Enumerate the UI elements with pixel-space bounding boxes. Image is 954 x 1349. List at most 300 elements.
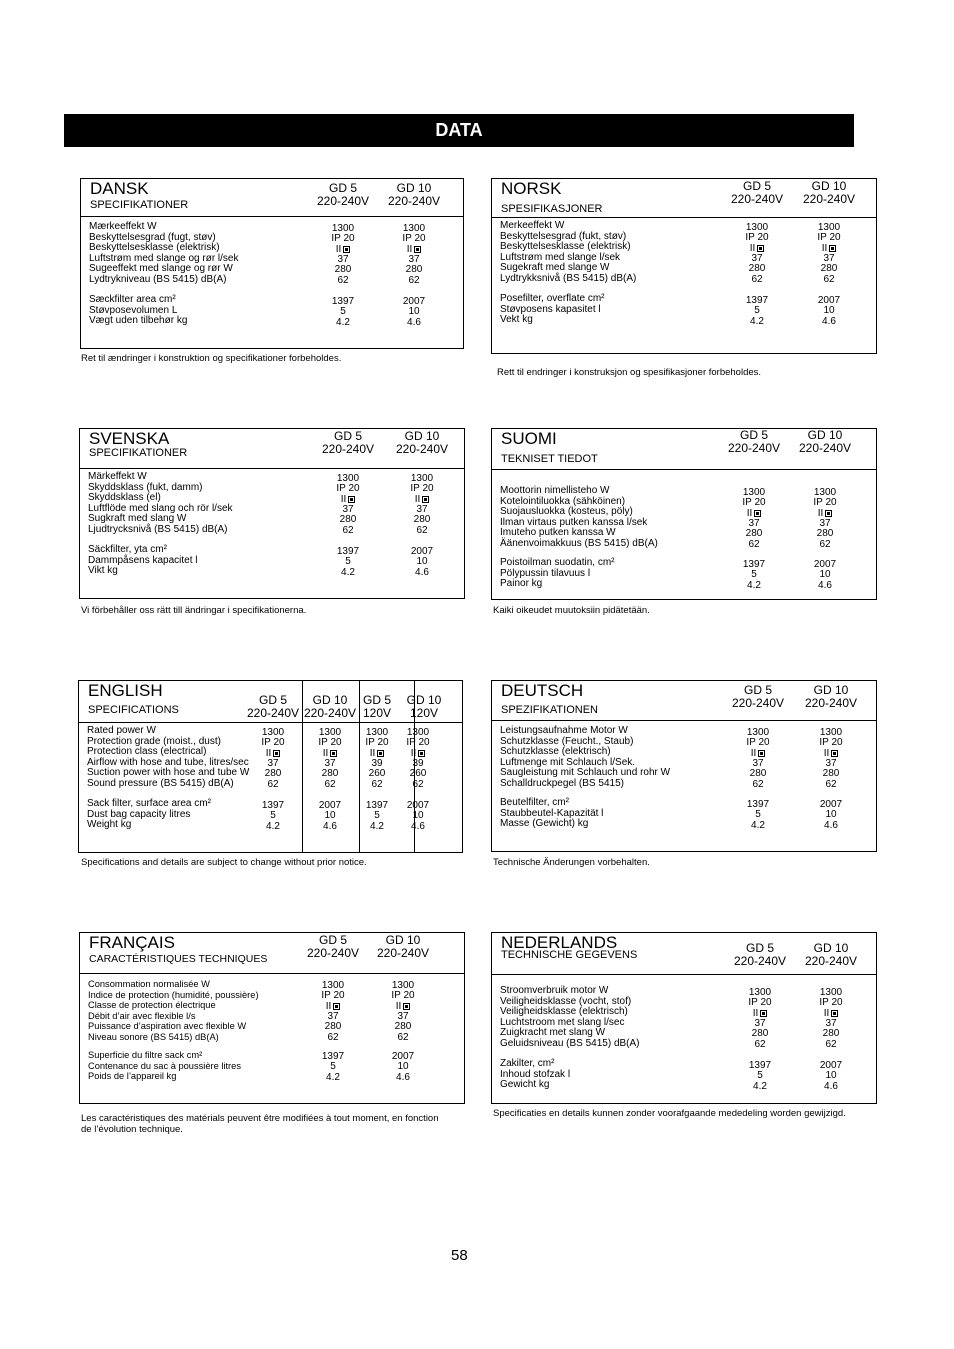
deutsch-subtitle: SPEZIFIKATIONEN [501, 704, 598, 716]
nederlands-value: IP 20 [748, 997, 772, 1009]
nederlands-value: IP 20 [819, 997, 843, 1009]
dansk-label: Sugeeffekt med slange og rør W [89, 263, 233, 274]
english-col-header-line: GD 5 [362, 693, 391, 707]
english-column-divider [414, 681, 415, 853]
svenska-label: Vikt kg [88, 565, 118, 576]
francais-label: Puissance d’aspiration avec flexible W [88, 1021, 247, 1031]
page-number: 58 [451, 1247, 468, 1264]
deutsch-value: IP 20 [819, 737, 843, 749]
english-label: Sound pressure (BS 5415) dB(A) [87, 777, 234, 789]
class-ii-icon [414, 246, 421, 253]
francais-value: 62 [327, 1031, 339, 1043]
norsk-label: Beskyttelsesgrad (fukt, støv) [500, 230, 627, 242]
nederlands-value: 10 [825, 1070, 837, 1082]
english-col-header-line: 220-240V [303, 706, 357, 720]
dansk-value: IP 20 [331, 233, 355, 245]
francais-language-title: FRANÇAIS [89, 933, 175, 952]
francais-col-header [371, 934, 435, 960]
francais-label: Niveau sonore (BS 5415) dB(A) [88, 1031, 219, 1042]
deutsch-label: Beutelfilter, cm² [500, 797, 569, 808]
class-ii-icon [348, 496, 355, 503]
norsk-col-header [725, 180, 789, 206]
francais-value: 1397 [321, 1051, 345, 1062]
svenska-value: II [328, 495, 368, 506]
nederlands-label: Geluidsniveau (BS 5415) dB(A) [500, 1037, 640, 1049]
dansk-col-header [382, 182, 446, 208]
francais-value: 37 [397, 1010, 409, 1022]
nederlands-value: II [811, 1009, 851, 1020]
suomi-label: Ilman virtaus putken kanssa l/sek [500, 516, 648, 528]
svenska-value: IP 20 [410, 483, 434, 495]
deutsch-value: 280 [822, 768, 840, 780]
svenska-label: Dammpåsens kapacitet l [88, 554, 198, 566]
deutsch-label: Staubbeutel-Kapazität l [500, 807, 604, 819]
dansk-note: Ret til ændringer i konstruktion og specifikationer forbeholdes. [81, 353, 342, 364]
norsk-label: Merkeeffekt W [500, 220, 565, 231]
norsk-value: 4.2 [750, 315, 764, 327]
deutsch-col-header [726, 684, 790, 710]
deutsch-col-header-line: 220-240V [731, 696, 785, 710]
svenska-label: Säckfilter, yta cm² [88, 544, 167, 555]
deutsch-label: Luftmenge mit Schlauch l/Sek. [500, 756, 636, 768]
suomi-value: 62 [748, 538, 760, 550]
english-value: 1397 [261, 800, 285, 811]
english-value: 4.6 [411, 820, 425, 832]
suomi-label: Suojausluokka (kosteus, pöly) [500, 506, 633, 517]
svenska-value: 1397 [336, 546, 360, 557]
svenska-note: Vi förbehåller oss rätt till ändringar i specifikationerna. [81, 605, 307, 616]
deutsch-label: Saugleistung mit Schlauch und rohr W [500, 767, 671, 778]
francais-value: 37 [327, 1010, 339, 1022]
norsk-value: 62 [751, 273, 763, 285]
svenska-value: 1300 [410, 473, 434, 484]
francais-value: II [313, 1002, 353, 1013]
nederlands-col-header-line: 220-240V [733, 954, 787, 968]
nederlands-col-header [799, 942, 863, 968]
english-value: 1300 [261, 727, 285, 738]
english-subtitle: SPECIFICATIONS [88, 704, 179, 716]
class-ii-icon [418, 750, 425, 757]
english-col-header-line: 220-240V [246, 706, 300, 720]
francais-label: Contenance du sac à poussière litres [88, 1060, 241, 1071]
english-value: II [253, 749, 293, 760]
francais-value: 1300 [391, 980, 415, 991]
dansk-label: Beskyttelsesgrad (fugt, støv) [89, 231, 216, 243]
deutsch-value: 4.6 [824, 819, 838, 831]
nederlands-value: 1397 [748, 1060, 772, 1071]
svenska-value: 5 [345, 556, 351, 568]
page-title: DATA [64, 114, 854, 147]
norsk-label: Støvposens kapasitet l [500, 303, 601, 315]
dansk-value: 1300 [331, 223, 355, 234]
english-column-divider [302, 681, 303, 853]
norsk-value: 2007 [817, 295, 841, 306]
english-value: 10 [324, 810, 336, 822]
svenska-col-header [316, 430, 380, 456]
francais-label: Indice de protection (humidité, poussière) [88, 989, 259, 1000]
english-value: 4.2 [266, 820, 280, 832]
english-value: 1300 [365, 727, 389, 738]
svenska-value: 62 [342, 524, 354, 536]
english-value: 1397 [365, 800, 389, 811]
class-ii-icon [403, 1003, 410, 1010]
dansk-col-header-line: GD 10 [396, 181, 432, 195]
class-ii-icon [831, 750, 838, 757]
nederlands-value: 4.2 [753, 1080, 767, 1092]
svenska-col-header-line: GD 5 [333, 429, 362, 443]
suomi-value: 280 [745, 528, 763, 540]
norsk-value: 10 [823, 305, 835, 317]
nederlands-col-header-line: 220-240V [804, 954, 858, 968]
deutsch-label: Leistungsaufnahme Motor W [500, 725, 628, 736]
dansk-value: II [394, 245, 434, 256]
svenska-label: Skyddsklass (fukt, damm) [88, 481, 203, 493]
suomi-value: 280 [816, 528, 834, 540]
francais-value: IP 20 [321, 990, 345, 1002]
english-value: 280 [264, 768, 282, 780]
suomi-col-header [793, 429, 857, 455]
norsk-value: 4.6 [822, 315, 836, 327]
suomi-value: 10 [819, 569, 831, 581]
suomi-value: IP 20 [742, 497, 766, 509]
suomi-value: 1300 [813, 487, 837, 498]
english-value: 4.2 [370, 820, 384, 832]
english-value: 1300 [406, 727, 430, 738]
dansk-value: 62 [337, 274, 349, 286]
english-value: 37 [267, 757, 279, 769]
suomi-value: II [805, 509, 845, 520]
francais-value: II [383, 1002, 423, 1013]
dansk-value: 37 [337, 253, 349, 265]
deutsch-value: 37 [825, 757, 837, 769]
norsk-value: IP 20 [817, 232, 841, 244]
francais-col-header-line: GD 10 [385, 933, 421, 947]
class-ii-icon [377, 750, 384, 757]
svenska-value: 37 [416, 503, 428, 515]
nederlands-value: 5 [757, 1070, 763, 1082]
svenska-col-header-line: 220-240V [395, 442, 449, 456]
nederlands-value: 280 [751, 1028, 769, 1040]
english-label: Protection grade (moist., dust) [87, 735, 221, 747]
norsk-label: Sugekraft med slange W [500, 262, 610, 273]
deutsch-col-header [799, 684, 863, 710]
class-ii-icon [754, 510, 761, 517]
class-ii-icon [343, 246, 350, 253]
english-col-header-line: GD 10 [312, 693, 348, 707]
deutsch-value: 37 [752, 757, 764, 769]
dansk-col-header [311, 182, 375, 208]
suomi-label: Painor kg [500, 578, 543, 589]
english-value: 5 [270, 810, 276, 822]
english-value: 260 [368, 768, 386, 780]
english-value: 62 [267, 778, 279, 790]
dansk-value: II [323, 245, 363, 256]
svenska-label: Märkeffekt W [88, 471, 147, 482]
svenska-col-header [390, 430, 454, 456]
dansk-value: 1300 [402, 223, 426, 234]
english-value: 10 [412, 810, 424, 822]
nederlands-col-header-line: GD 10 [813, 941, 849, 955]
deutsch-value: 5 [755, 809, 761, 821]
deutsch-value: 10 [825, 809, 837, 821]
nederlands-subtitle: TECHNISCHE GEGEVENS [501, 949, 638, 961]
english-label: Sack filter, surface area cm² [87, 798, 211, 809]
nederlands-label: Inhoud stofzak l [500, 1068, 571, 1080]
suomi-note: Kaiki oikeudet muutoksiin pidätetään. [493, 605, 650, 616]
english-col-header [392, 694, 456, 720]
english-value: 260 [409, 768, 427, 780]
norsk-value: 280 [820, 263, 838, 275]
dansk-value: 2007 [402, 296, 426, 307]
norsk-label: Posefilter, overflate cm² [500, 293, 605, 304]
english-value: IP 20 [406, 737, 430, 749]
dansk-col-header-line: 220-240V [316, 194, 370, 208]
nederlands-note: Specificaties en details kunnen zonder voorafgaande mededeling worden gewijzigd. [493, 1108, 846, 1119]
norsk-label: Vekt kg [500, 314, 533, 325]
suomi-subtitle: TEKNISET TIEDOT [501, 453, 598, 465]
norsk-subtitle: SPESIFIKASJONER [501, 203, 603, 215]
dansk-value: 5 [340, 306, 346, 318]
english-value: 37 [324, 757, 336, 769]
deutsch-note: Technische Änderungen vorbehalten. [493, 857, 650, 868]
svenska-value: 62 [416, 524, 428, 536]
norsk-label: Lydtrykksnivå (BS 5415) dB(A) [500, 272, 637, 284]
nederlands-label: Veiligheidsklasse (elektrisch) [500, 1006, 628, 1017]
suomi-label: Moottorin nimellisteho W [500, 485, 610, 496]
dansk-col-header-line: GD 5 [328, 181, 357, 195]
francais-value: 10 [397, 1061, 409, 1073]
suomi-value: 5 [751, 569, 757, 581]
francais-col-header [301, 934, 365, 960]
english-label: Weight kg [87, 819, 132, 830]
class-ii-icon [758, 750, 765, 757]
svenska-value: 37 [342, 503, 354, 515]
francais-col-header-line: 220-240V [376, 946, 430, 960]
suomi-label: Imuteho putken kanssa W [500, 527, 616, 538]
dansk-language-title: DANSK [90, 179, 149, 198]
english-value: IP 20 [365, 737, 389, 749]
english-value: 2007 [318, 800, 342, 811]
suomi-col-header-line: GD 10 [807, 428, 843, 442]
norsk-value: II [809, 244, 849, 255]
francais-value: 280 [324, 1021, 342, 1033]
francais-label: Classe de protection électrique [88, 1000, 216, 1010]
norsk-col-header-line: GD 10 [811, 179, 847, 193]
francais-value: 4.2 [326, 1071, 340, 1083]
nederlands-label: Luchtstroom met slang l/sec [500, 1016, 625, 1028]
dansk-label: Vægt uden tilbehør kg [89, 315, 188, 326]
english-value: 2007 [406, 800, 430, 811]
svenska-label: Ljudtrycksnivå (BS 5415) dB(A) [88, 523, 228, 535]
deutsch-col-header-line: GD 10 [813, 683, 849, 697]
deutsch-label: Schutzklasse (Feucht., Staub) [500, 735, 634, 747]
suomi-value: 1300 [742, 487, 766, 498]
english-label: Protection class (electrical) [87, 746, 207, 757]
norsk-note: Rett til endringer i konstruksjon og spesifikasjoner forbeholdes. [497, 367, 762, 378]
english-col-header-line: 120V [409, 706, 439, 720]
francais-value: 5 [330, 1061, 336, 1073]
francais-value: 4.6 [396, 1071, 410, 1083]
suomi-value: 37 [819, 517, 831, 529]
class-ii-icon [330, 750, 337, 757]
suomi-value: 4.2 [747, 579, 761, 591]
dansk-value: 1397 [331, 296, 355, 307]
suomi-col-header-line: 220-240V [798, 441, 852, 455]
english-value: 39 [412, 757, 424, 769]
english-value: IP 20 [318, 737, 342, 749]
nederlands-value: 62 [754, 1038, 766, 1050]
deutsch-value: 1300 [746, 727, 770, 738]
deutsch-label: Schutzklasse (elektrisch) [500, 746, 611, 757]
dansk-value: 10 [408, 306, 420, 318]
english-value: II [310, 749, 350, 760]
norsk-value: 1397 [745, 295, 769, 306]
suomi-value: II [734, 509, 774, 520]
deutsch-value: 1300 [819, 727, 843, 738]
dansk-label: Støvposevolumen L [89, 304, 178, 316]
english-value: 1300 [318, 727, 342, 738]
dansk-value: 4.2 [336, 316, 350, 328]
class-ii-icon [825, 510, 832, 517]
svenska-value: 10 [416, 556, 428, 568]
norsk-col-header-line: GD 5 [742, 179, 771, 193]
nederlands-label: Zakilter, cm² [500, 1058, 555, 1069]
english-value: IP 20 [261, 737, 285, 749]
norsk-value: 1300 [745, 222, 769, 233]
svenska-value: 2007 [410, 546, 434, 557]
norsk-value: 5 [754, 305, 760, 317]
suomi-value: 62 [819, 538, 831, 550]
dansk-subtitle: SPECIFIKATIONER [90, 199, 189, 211]
suomi-label: Kotelointiluokka (sähköinen) [500, 495, 626, 507]
english-value: 5 [374, 810, 380, 822]
english-value: 39 [371, 757, 383, 769]
class-ii-icon [757, 245, 764, 252]
suomi-col-header [722, 429, 786, 455]
suomi-col-header-line: GD 5 [739, 428, 768, 442]
suomi-col-header-line: 220-240V [727, 441, 781, 455]
deutsch-language-title: DEUTSCH [501, 681, 584, 700]
english-col-header [241, 694, 305, 720]
francais-value: 280 [394, 1021, 412, 1033]
deutsch-value: 4.2 [751, 819, 765, 831]
english-value: 4.6 [323, 820, 337, 832]
english-col-header-line: GD 10 [406, 693, 442, 707]
dansk-value: 4.6 [407, 316, 421, 328]
norsk-value: 37 [823, 252, 835, 264]
francais-col-header-line: 220-240V [306, 946, 360, 960]
francais-value: 2007 [391, 1051, 415, 1062]
svenska-value: IP 20 [336, 483, 360, 495]
dansk-label: Luftstrøm med slange og rør l/sek [89, 252, 239, 264]
francais-label: Consommation normalisée W [88, 979, 210, 989]
suomi-value: IP 20 [813, 497, 837, 509]
nederlands-value: 4.6 [824, 1080, 838, 1092]
svenska-value: 1300 [336, 473, 360, 484]
svenska-value: 4.6 [415, 566, 429, 578]
english-label: Suction power with hose and tube W [87, 767, 250, 778]
suomi-value: 4.6 [818, 579, 832, 591]
francais-value: IP 20 [391, 990, 415, 1002]
nederlands-value: 62 [825, 1038, 837, 1050]
deutsch-label: Masse (Gewicht) kg [500, 818, 589, 829]
svenska-col-header-line: 220-240V [321, 442, 375, 456]
francais-value: 1300 [321, 980, 345, 991]
nederlands-label: Veiligheidsklasse (vocht, stof) [500, 995, 632, 1007]
suomi-language-title: SUOMI [501, 429, 557, 448]
francais-label: Superficie du filtre sack cm² [88, 1050, 203, 1060]
svenska-language-title: SVENSKA [89, 429, 170, 448]
deutsch-label: Schalldruckpegel (BS 5415) [500, 777, 624, 789]
dansk-label: Lydtrykniveau (BS 5415) dB(A) [89, 273, 227, 285]
norsk-value: 1300 [817, 222, 841, 233]
class-ii-icon [829, 245, 836, 252]
suomi-value: 2007 [813, 559, 837, 570]
svenska-label: Luftflöde med slang och rör l/sek [88, 502, 233, 514]
norsk-value: 62 [823, 273, 835, 285]
class-ii-icon [422, 496, 429, 503]
deutsch-value: 62 [825, 778, 837, 790]
norsk-col-header-line: 220-240V [802, 192, 856, 206]
francais-value: 62 [397, 1031, 409, 1043]
svenska-value: 4.2 [341, 566, 355, 578]
nederlands-col-header-line: GD 5 [745, 941, 774, 955]
english-col-header-line: GD 5 [258, 693, 287, 707]
deutsch-value: IP 20 [746, 737, 770, 749]
dansk-value: 280 [405, 264, 423, 276]
nederlands-col-header [728, 942, 792, 968]
nederlands-label: Gewicht kg [500, 1079, 550, 1090]
english-column-divider [359, 681, 360, 853]
norsk-value: 280 [748, 263, 766, 275]
svenska-value: 280 [339, 514, 357, 526]
norsk-label: Beskyttelsesklasse (elektrisk) [500, 241, 631, 252]
dansk-value: 62 [408, 274, 420, 286]
svenska-value: 280 [413, 514, 431, 526]
dansk-label: Beskyttelsesklasse (elektrisk) [89, 242, 220, 253]
svenska-label: Skyddsklass (el) [88, 492, 161, 503]
deutsch-value: 1397 [746, 799, 770, 810]
francais-label: Poids de l’appareil kg [88, 1071, 177, 1081]
english-note: Specifications and details are subject to change without prior notice. [81, 857, 367, 868]
norsk-label: Luftstrøm med slange l/sek [500, 251, 621, 263]
class-ii-icon [831, 1010, 838, 1017]
nederlands-language-title: NEDERLANDS [501, 933, 618, 952]
english-value: II [357, 749, 397, 760]
nederlands-value: 2007 [819, 1060, 843, 1071]
norsk-language-title: NORSK [501, 179, 562, 198]
deutsch-col-header-line: GD 5 [743, 683, 772, 697]
english-label: Rated power W [87, 725, 156, 736]
english-value: 62 [324, 778, 336, 790]
dansk-label: Sæckfilter area cm² [89, 294, 176, 305]
nederlands-value: 1300 [819, 987, 843, 998]
english-col-header-line: 120V [362, 706, 392, 720]
nederlands-value: 1300 [748, 987, 772, 998]
svenska-subtitle: SPECIFIKATIONER [89, 447, 188, 459]
norsk-value: 37 [751, 252, 763, 264]
deutsch-col-header-line: 220-240V [804, 696, 858, 710]
suomi-value: 1397 [742, 559, 766, 570]
suomi-value: 37 [748, 517, 760, 529]
english-value: 62 [371, 778, 383, 790]
dansk-value: 280 [334, 264, 352, 276]
norsk-value: IP 20 [745, 232, 769, 244]
english-label: Airflow with hose and tube, litres/sec [87, 756, 249, 768]
dansk-label: Mærkeeffekt W [89, 221, 157, 232]
class-ii-icon [760, 1010, 767, 1017]
nederlands-value: 280 [822, 1028, 840, 1040]
